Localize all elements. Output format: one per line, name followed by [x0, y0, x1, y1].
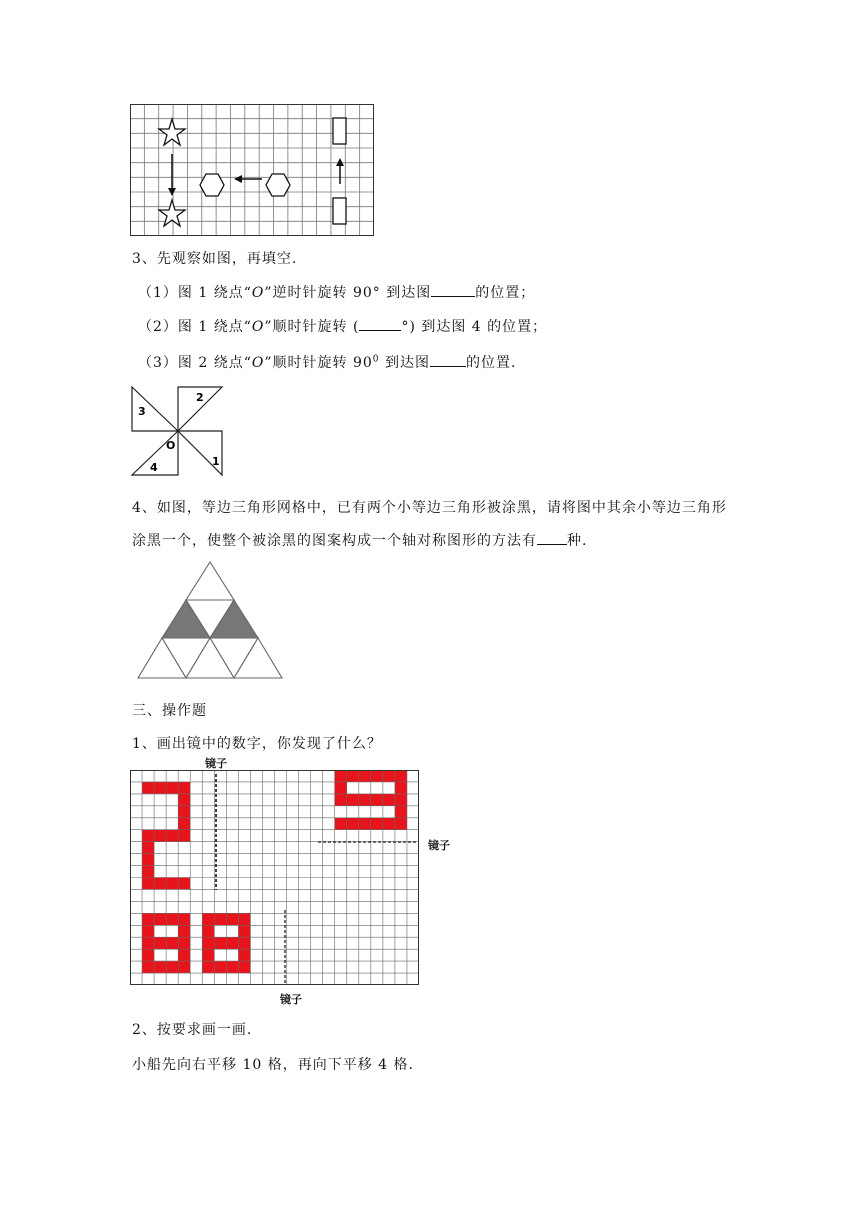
red-grid-cell [166, 913, 178, 925]
red-grid-cell [359, 770, 371, 782]
star-shape-top [159, 119, 185, 145]
q3-item-2-text: （2）图 1 绕点“ [138, 319, 252, 335]
red-grid-cell [214, 913, 226, 925]
q3-item-1-text-2: ”逆时针旋转 90° 到达图 [264, 285, 432, 301]
rectangle-shape-bottom [333, 198, 346, 224]
star-shape-bottom [159, 200, 185, 226]
op2-instruction: 小船先向右平移 10 格，再向下平移 4 格. [132, 1057, 414, 1073]
q3-item-2-text-2: ”顺时针旋转 ( [264, 319, 360, 335]
red-grid-cell [178, 925, 190, 937]
mirror-grid-figure [130, 770, 420, 986]
red-grid-cell [178, 937, 190, 949]
rectangle-shape-top [333, 118, 346, 144]
down-arrow-icon [168, 154, 176, 196]
red-grid-cell [166, 830, 178, 842]
label-3: 3 [138, 405, 146, 418]
q4-line-2-text-2: 种. [567, 533, 588, 549]
left-arrow-icon [234, 175, 262, 183]
q3-item-3 [138, 352, 516, 372]
red-grid-cell [154, 782, 166, 794]
red-grid-cell [142, 782, 154, 794]
op1-title: 1、画出镜中的数字，你发现了什么？ [132, 736, 382, 752]
red-grid-cell [371, 818, 383, 830]
red-grid-cell [226, 937, 238, 949]
answer-blank[interactable] [537, 530, 567, 545]
mirror-label-bottom: 镜子 [280, 993, 302, 1006]
red-grid-cell [142, 878, 154, 890]
q4-line-1: 4、如图，等边三角形网格中，已有两个小等边三角形被涂黑，请将图中其余小等边三角形 [132, 500, 727, 516]
op2-title: 2、按要求画一画. [132, 1022, 253, 1038]
red-grid-cell [142, 913, 154, 925]
red-grid-cell [238, 913, 250, 925]
red-grid-cell [154, 913, 166, 925]
red-grid-cell [178, 794, 190, 806]
q3-item-1 [138, 282, 535, 302]
red-grid-cell [214, 937, 226, 949]
red-grid-cell [238, 961, 250, 973]
red-grid-cell [226, 961, 238, 973]
q3-item-3-text: （3）图 2 绕点“ [138, 355, 252, 371]
q3-item-3-text-4: 的位置. [465, 355, 517, 371]
red-grid-cell [178, 949, 190, 961]
red-grid-cell [142, 937, 154, 949]
q4-line-2 [132, 530, 587, 550]
red-grid-cell [395, 782, 407, 794]
degree-superscript: 0 [372, 354, 380, 365]
red-grid-cell [347, 794, 359, 806]
red-grid-cell [383, 794, 395, 806]
q3-item-3-text-3: 到达图 [379, 355, 430, 371]
answer-blank[interactable] [430, 352, 466, 367]
label-2: 2 [196, 391, 204, 404]
red-grid-cell [142, 925, 154, 937]
point-o: O [251, 285, 265, 301]
answer-blank[interactable] [359, 316, 401, 331]
red-grid-cell [395, 794, 407, 806]
red-grid-cell [154, 830, 166, 842]
q3-item-1-text: （1）图 1 绕点“ [138, 285, 252, 301]
label-o: O [166, 439, 176, 452]
red-grid-cell [335, 770, 347, 782]
red-grid-cell [347, 770, 359, 782]
red-grid-cell [166, 878, 178, 890]
mirror-label-top: 镜子 [205, 757, 227, 770]
red-grid-cell [154, 878, 166, 890]
section-title: 三、操作题 [132, 703, 207, 719]
red-grid-cell [202, 937, 214, 949]
red-grid-cell [202, 913, 214, 925]
red-grid-cell [226, 913, 238, 925]
q3-item-1-text-3: 的位置； [475, 285, 536, 301]
red-grid-cell [166, 961, 178, 973]
red-grid-cell [359, 818, 371, 830]
translation-grid-figure [130, 104, 376, 238]
red-grid-cell [142, 961, 154, 973]
red-grid-cell [395, 818, 407, 830]
red-grid-cell [347, 818, 359, 830]
triangle-grid-figure [130, 558, 290, 688]
red-grid-cell [154, 961, 166, 973]
red-grid-cell [178, 830, 190, 842]
red-grid-cell [214, 961, 226, 973]
red-grid-cell [395, 770, 407, 782]
q3-item-3-text-2: ”顺时针旋转 90 [264, 355, 373, 371]
red-grid-cell [178, 961, 190, 973]
triangle-1 [178, 431, 222, 475]
red-grid-cell [154, 937, 166, 949]
red-grid-cell [142, 866, 154, 878]
point-o: O [251, 355, 265, 371]
up-arrow-icon [336, 158, 344, 184]
red-grid-cell [166, 782, 178, 794]
hexagon-shape-right [266, 174, 290, 196]
red-grid-cell [383, 770, 395, 782]
label-4: 4 [150, 461, 158, 474]
red-grid-cell [142, 949, 154, 961]
red-grid-cell [178, 878, 190, 890]
q4-line-2-text: 涂黑一个，使整个被涂黑的图案构成一个轴对称图形的方法有 [132, 533, 537, 549]
red-grid-cell [238, 949, 250, 961]
red-grid-cell [142, 842, 154, 854]
red-grid-cell [359, 794, 371, 806]
red-grid-cell [383, 818, 395, 830]
q3-item-2 [138, 316, 547, 336]
red-grid-cell [335, 794, 347, 806]
red-grid-cell [202, 961, 214, 973]
point-o: O [251, 319, 265, 335]
answer-blank[interactable] [431, 282, 475, 297]
red-grid-cell [142, 830, 154, 842]
red-grid-cell [335, 818, 347, 830]
red-grid-cell [202, 949, 214, 961]
q3-title: 3、先观察如图，再填空. [132, 251, 298, 267]
red-grid-cell [166, 937, 178, 949]
red-grid-cell [178, 818, 190, 830]
red-grid-cell [238, 925, 250, 937]
q3-item-2-text-3: °) 到达图 4 的位置； [401, 319, 548, 335]
mirror-label-right: 镜子 [428, 839, 450, 852]
red-grid-cell [335, 782, 347, 794]
red-grid-cell [178, 782, 190, 794]
label-1: 1 [212, 455, 220, 468]
red-grid-cell [202, 925, 214, 937]
red-grid-cell [142, 854, 154, 866]
red-grid-cell [371, 794, 383, 806]
red-grid-cell [371, 770, 383, 782]
red-grid-cell [238, 937, 250, 949]
pinwheel-figure [130, 385, 226, 477]
red-grid-cell [178, 913, 190, 925]
red-grid-cell [178, 806, 190, 818]
red-grid-cell [395, 806, 407, 818]
hexagon-shape-left [200, 174, 224, 196]
